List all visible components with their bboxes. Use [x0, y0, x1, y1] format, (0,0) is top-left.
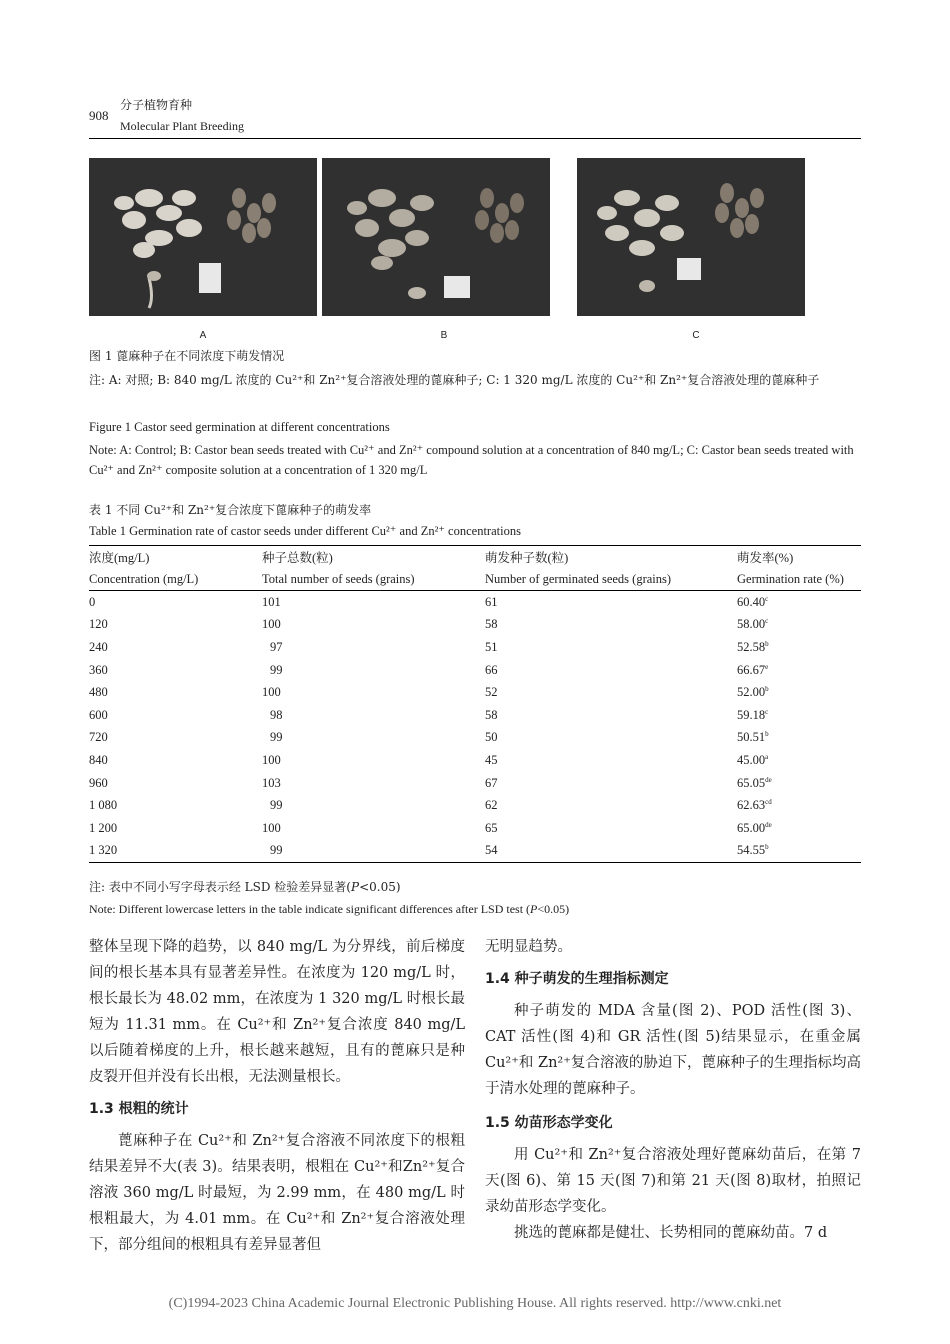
table-row [89, 749, 861, 772]
panel-label-c: C [692, 330, 700, 341]
table-header-row-cn [89, 546, 861, 569]
table-header-row-en [89, 568, 861, 591]
cell-germinated: 54 [485, 843, 498, 858]
right-column [485, 934, 861, 1246]
cell-concentration: 720 [89, 730, 108, 745]
figure-note-en: Note: A: Control; B: Castor bean seeds treated with Cu²⁺ and Zn²⁺ compound solution at a concentration of 840 mg/L; C: Castor bean seeds treated with Cu²⁺ and Zn²⁺ composite solution at a concentration of 1 320 mg/L [89, 443, 854, 477]
header-concentration-cn: 浓度(mg/L) [89, 551, 150, 565]
significance-letter: b [765, 843, 769, 852]
photo-panel-a [89, 158, 317, 316]
cell-total-seeds: 100 [262, 617, 281, 632]
cell-rate [737, 817, 861, 840]
cell-germinated: 58 [485, 707, 498, 722]
rate-value: 54.55 [737, 843, 766, 858]
cell-rate [737, 614, 861, 637]
cell-total-seeds: 103 [262, 775, 281, 790]
rate-value: 65.05 [737, 775, 766, 790]
cell-total-seeds: 100 [262, 752, 281, 767]
significance-letter: e [765, 662, 769, 671]
rate-value: 66.67 [737, 662, 766, 677]
table-note-en-suffix: <0.05) [537, 902, 570, 916]
table-row [89, 614, 861, 637]
figure-note-cn: 注: A: 对照; B: 840 mg/L 浓度的 Cu²⁺和 Zn²⁺复合溶液处理的蓖麻种子; C: 1 320 mg/L 浓度的 Cu²⁺和 Zn²⁺复合溶液处理的蓖麻种子 [89, 373, 820, 387]
cell-germinated: 52 [485, 685, 498, 700]
p-symbol: P [530, 902, 538, 916]
header-rate-cn: 萌发率(%) [737, 551, 794, 565]
table-note-en-prefix: Note: Different lowercase letters in the table indicate significant differences after LSD test ( [89, 902, 531, 916]
cell-concentration: 480 [89, 685, 108, 700]
cell-rate [737, 749, 861, 772]
table-note-en [89, 899, 569, 919]
cell-concentration: 240 [89, 639, 108, 654]
cell-concentration: 120 [89, 617, 108, 632]
panel-label-b: B [440, 330, 448, 341]
table-row [89, 772, 861, 795]
page-number: 908 [89, 108, 109, 123]
rate-value: 50.51 [737, 730, 766, 745]
significance-letter: b [765, 685, 769, 694]
significance-letter: cd [765, 797, 772, 806]
cell-rate [737, 794, 861, 817]
body-paragraph: 用 Cu²⁺和 Zn²⁺复合溶液处理好蓖麻幼苗后，在第 7 天(图 6)、第 15 天(图 7)和第 21 天(图 8)取材，拍照记录幼苗形态学变化。 [485, 1147, 861, 1215]
figure-caption-en: Figure 1 Castor seed germination at different concentrations [89, 420, 390, 434]
cell-rate [737, 659, 861, 682]
cell-rate [737, 591, 861, 614]
cell-concentration: 1 080 [89, 798, 118, 813]
cell-concentration: 840 [89, 752, 108, 767]
significance-letter: de [765, 820, 772, 829]
body-paragraph: 整体呈现下降的趋势，以 840 mg/L 为分界线，前后梯度间的根长基本具有显著差异性。在浓度为 120 mg/L 时，根长最长为 48.02 mm，在浓度为 1 320 mg/L 时根长最短为 11.31 mm。在 Cu²⁺和 Zn²⁺复合浓度 840 mg/L 以后随着梯度的上升，根长越来越短，且有的蓖麻只是种皮裂开但并没有长出根，无法测量根长。 [89, 939, 465, 1085]
section-heading-1-4: 1.4 种子萌发的生理指标测定 [485, 971, 669, 987]
cell-germinated: 51 [485, 639, 498, 654]
table-note-cn-suffix: <0.05) [359, 880, 401, 894]
table-row [89, 840, 861, 863]
cell-concentration: 360 [89, 662, 108, 677]
header-total-seeds-en: Total number of seeds (grains) [262, 571, 415, 586]
significance-letter: b [765, 730, 769, 739]
table-title-en: Table 1 Germination rate of castor seeds under different Cu²⁺ and Zn²⁺ concentrations [89, 524, 521, 538]
header-total-seeds-cn: 种子总数(粒) [262, 551, 333, 565]
section-heading-1-3: 1.3 根粗的统计 [89, 1101, 189, 1117]
cell-total-seeds: 100 [262, 820, 281, 835]
table-title-cn: 表 1 不同 Cu²⁺和 Zn²⁺复合浓度下蓖麻种子的萌发率 [89, 503, 372, 517]
left-column [89, 934, 465, 1258]
significance-letter: c [765, 707, 769, 716]
cell-rate [737, 681, 861, 704]
seed-photo-c [577, 158, 805, 316]
table-row [89, 817, 861, 840]
table-note-cn [89, 877, 401, 897]
cell-rate [737, 840, 861, 863]
cell-germinated: 67 [485, 775, 498, 790]
body-paragraph: 无明显趋势。 [485, 939, 572, 955]
table-row [89, 636, 861, 659]
rate-value: 52.58 [737, 639, 766, 654]
header-concentration-en: Concentration (mg/L) [89, 571, 199, 586]
panel-label-a: A [199, 330, 207, 341]
table-row [89, 794, 861, 817]
cell-total-seeds: 101 [262, 594, 281, 609]
cell-total-seeds: 99 [270, 843, 283, 858]
cell-total-seeds: 97 [270, 639, 283, 654]
cell-rate [737, 636, 861, 659]
table-note-cn-prefix: 注: 表中不同小写字母表示经 LSD 检验差异显著( [89, 880, 351, 894]
significance-letter: de [765, 775, 772, 784]
table-row [89, 659, 861, 682]
significance-letter: c [765, 594, 769, 603]
table-row [89, 591, 861, 614]
table-row [89, 727, 861, 750]
cell-concentration: 600 [89, 707, 108, 722]
photo-panel-b [322, 158, 550, 316]
journal-title-en: Molecular Plant Breeding [120, 119, 244, 133]
rate-value: 60.40 [737, 594, 766, 609]
body-paragraph: 挑选的蓖麻都是健壮、长势相同的蓖麻幼苗。7 d [514, 1225, 828, 1241]
germination-table [89, 545, 861, 863]
cell-rate [737, 772, 861, 795]
cell-rate [737, 727, 861, 750]
cell-germinated: 62 [485, 798, 498, 813]
body-paragraph: 蓖麻种子在 Cu²⁺和 Zn²⁺复合溶液不同浓度下的根粗结果差异不大(表 3)。结果表明，根粗在 Cu²⁺和Zn²⁺复合溶液 360 mg/L 时最短，为 2.99 mm，在 480 mg/L 时根粗最大，为 4.01 mm。在 Cu²⁺和 Zn²⁺复合溶液处理下，部分组间的根粗具有差异显著但 [89, 1133, 465, 1253]
copyright-footer: (C)1994-2023 China Academic Journal Electronic Publishing House. All rights reserved. http://www.cnki.net [168, 1296, 782, 1311]
p-symbol: P [350, 880, 360, 894]
rate-value: 58.00 [737, 617, 766, 632]
cell-germinated: 50 [485, 730, 498, 745]
cell-germinated: 66 [485, 662, 498, 677]
table-row [89, 704, 861, 727]
cell-total-seeds: 99 [270, 798, 283, 813]
rate-value: 45.00 [737, 752, 766, 767]
cell-total-seeds: 99 [270, 730, 283, 745]
header-germinated-cn: 萌发种子数(粒) [485, 551, 569, 565]
cell-concentration: 960 [89, 775, 108, 790]
cell-total-seeds: 98 [270, 707, 283, 722]
table-body [89, 591, 861, 863]
significance-letter: a [765, 752, 769, 761]
cell-germinated: 61 [485, 594, 498, 609]
section-heading-1-5: 1.5 幼苗形态学变化 [485, 1115, 613, 1131]
significance-letter: b [765, 639, 769, 648]
header-rate-en: Germination rate (%) [737, 571, 844, 586]
cell-concentration: 1 200 [89, 820, 118, 835]
header-germinated-en: Number of germinated seeds (grains) [485, 571, 672, 586]
rate-value: 52.00 [737, 685, 766, 700]
rate-value: 59.18 [737, 707, 766, 722]
rate-value: 65.00 [737, 820, 766, 835]
table-row [89, 681, 861, 704]
figure-caption-cn: 图 1 蓖麻种子在不同浓度下萌发情况 [89, 349, 285, 363]
journal-title-cn: 分子植物育种 [120, 98, 193, 112]
cell-germinated: 65 [485, 820, 498, 835]
header-rule [89, 138, 861, 139]
cell-total-seeds: 100 [262, 685, 281, 700]
cell-concentration: 0 [89, 594, 96, 609]
cell-germinated: 45 [485, 752, 498, 767]
significance-letter: c [765, 617, 769, 626]
cell-total-seeds: 99 [270, 662, 283, 677]
rate-value: 62.63 [737, 798, 766, 813]
body-paragraph: 种子萌发的 MDA 含量(图 2)、POD 活性(图 3)、CAT 活性(图 4)和 GR 活性(图 5)结果显示，在重金属 Cu²⁺和 Zn²⁺复合溶液的胁迫下，蓖麻种子的生理指标均高于清水处理的蓖麻种子。 [485, 1003, 861, 1097]
seed-photo-b [322, 158, 550, 316]
photo-panel-c [577, 158, 805, 316]
cell-concentration: 1 320 [89, 843, 118, 858]
cell-rate [737, 704, 861, 727]
cell-germinated: 58 [485, 617, 498, 632]
seed-photo-a [89, 158, 317, 316]
